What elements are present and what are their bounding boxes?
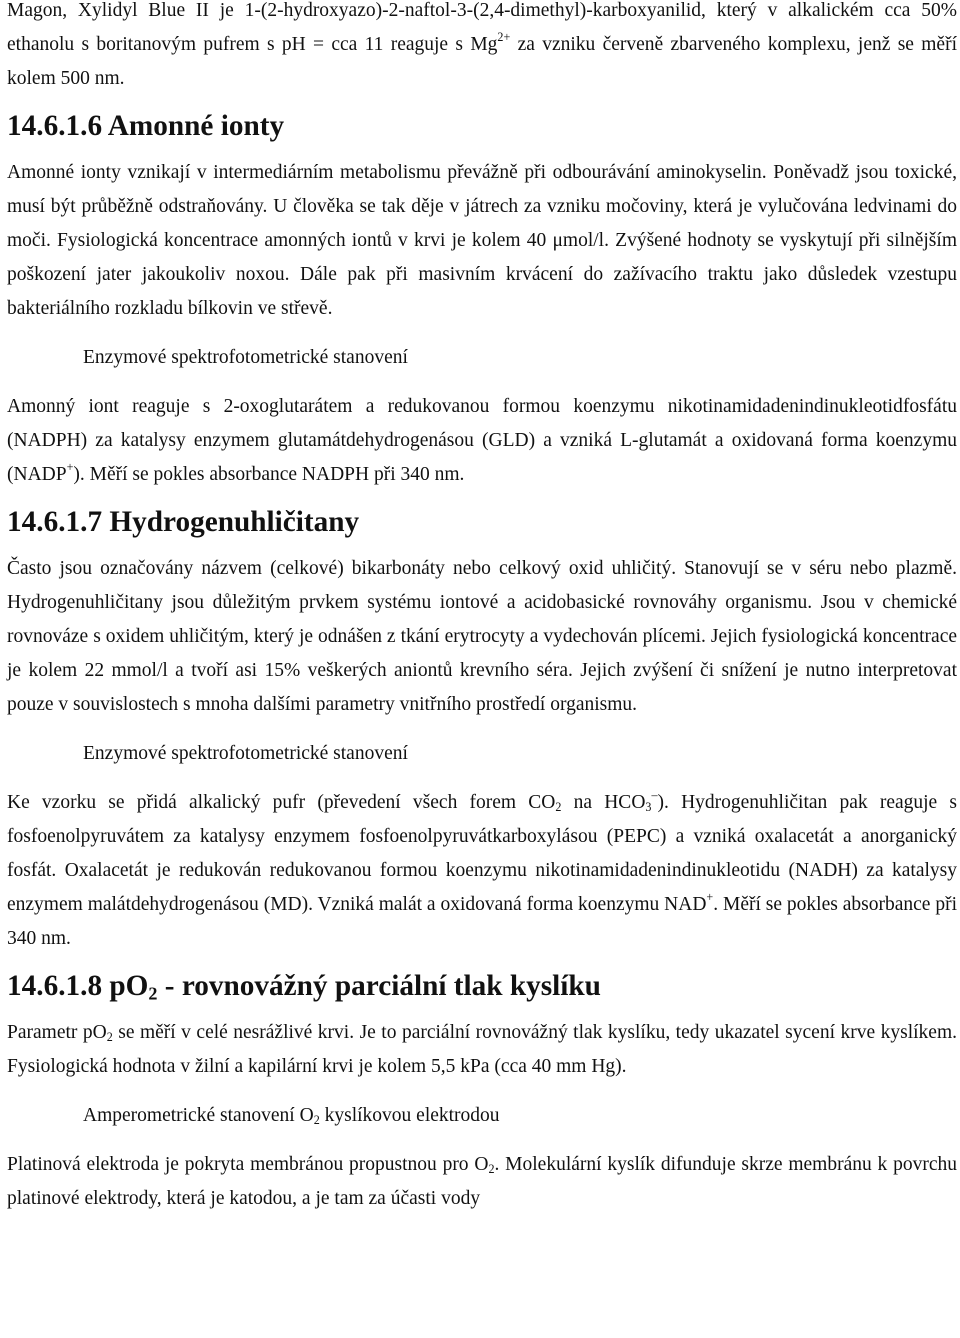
po2-heading-subscript: 2 <box>148 983 158 1004</box>
heading-amonne-ionty: 14.6.1.6 Amonné ionty <box>7 110 285 142</box>
po2-heading-a: 14.6.1.8 pO <box>7 970 149 1002</box>
co2-subscript: 2 <box>555 800 562 815</box>
magon-superscript: 2+ <box>497 29 511 44</box>
paragraph-magon <box>7 0 957 96</box>
po2-heading-b: - rovnovážný parciální tlak kyslíku <box>157 970 601 1002</box>
magon-text-a: Magon, Xylidyl Blue II je 1-(2-hydroxyazo)-2-naftol-3-(2,4-dimethyl)-karboxyanilid, který v alkalickém cca 50% ethanolu s boritanovým pufrem s pH = cca 11 reaguje s Mg <box>7 0 957 55</box>
subheading-enzym-1: Enzymové spektrofotometrické stanovení <box>83 347 408 368</box>
enzym2-text-b: na HCO <box>561 792 646 813</box>
ampero-sub-subscript: 2 <box>313 1113 320 1128</box>
paragraph-enzym-1 <box>7 390 957 492</box>
paragraph-amonne <box>7 156 957 326</box>
nad-charge: + <box>706 889 714 904</box>
paragraph-po2 <box>7 1016 957 1084</box>
subheading-amperometric <box>7 1099 957 1133</box>
paragraph-hydrogenuhlicitany: Často jsou označovány názvem (celkové) bikarbonáty nebo celkový oxid uhličitý. Stanovují se v séru nebo plazmě. Hydrogenuhličitany jsou důležitým prvkem systému iontové a acidobasické rovnováhy organismu. Jsou v chemické rovnováze s oxidem uhličitým, který je odnášen z tkání erytrocyty a vydechován plícemi. Jejich fysiologická koncentrace je kolem 22 mmol/l a tvoří asi 15% veškerých aniontů krevního séra. Jejich zvýšení či snížení je nutno interpretovat pouze v souvislostech s mnoha dalšími parametry vnitřního prostředí organismu. <box>7 558 957 715</box>
enzym2-text-a: Ke vzorku se přidá alkalický pufr (převedení všech forem CO <box>7 792 556 813</box>
micro-symbol: μ <box>552 230 563 251</box>
ampero-text-a: Platinová elektroda je pokryta membránou propustnou pro O <box>7 1154 489 1175</box>
hco3-charge: – <box>651 787 658 802</box>
enzym1-superscript: + <box>66 459 74 474</box>
ampero-sub-a: Amperometrické stanovení O <box>83 1105 314 1126</box>
amonne-text-a: Amonné ionty vznikají v intermediárním metabolismu převážně při odbourávání aminokyselin. Poněvadž jsou toxické, musí být průběžně odstraňovány. U člověka se tak děje v játrech za vzniku močoviny, která je vylučována ledvinami do moči. Fysiologická koncentrace amonných iontů v krvi je kolem 40 <box>7 162 957 251</box>
enzym2-text-c: ). Hydrogenuhličitan pak reaguje s fosfoenolpyruvátem za katalysy enzymem fosfoenolpyruvátkarboxylásou (PEPC) a vzniká oxalacetát a anorganický fosfát. Oxalacetát je redukován redukovanou formou koenzymu nikotinamidadenindinukleotidu (NADH) za katalysy enzymem malátdehydrogenásou (MD). Vzniká malát a oxidovaná forma koenzymu NAD <box>7 792 958 915</box>
po2-subscript: 2 <box>106 1030 113 1045</box>
amonne-text-b: mol/l. Zvýšené hodnoty se vyskytují při silnějším poškození jater jakoukoliv noxou. Dále pak při masivním krvácení do zažívacího traktu jako důsledek vzestupu bakteriálního rozkladu bílkovin ve střevě. <box>7 230 957 319</box>
po2-text-a: Parametr pO <box>7 1022 107 1043</box>
paragraph-amperometric <box>7 1148 957 1216</box>
ampero-sub-b: kyslíkovou elektrodou <box>319 1105 500 1126</box>
ampero-o2-subscript: 2 <box>488 1162 495 1177</box>
magon-text-b: za vzniku červeně zbarveného komplexu, jenž se měří kolem 500 nm. <box>7 34 957 89</box>
heading-hydrogenuhlicitany: 14.6.1.7 Hydrogenuhličitany <box>7 506 360 538</box>
heading-po2 <box>7 969 957 1003</box>
document-page <box>7 0 957 1216</box>
paragraph-enzym-2 <box>7 786 957 956</box>
enzym2-text-d: . Měří se pokles absorbance při 340 nm. <box>7 894 957 949</box>
hco3-subscript: 3 <box>645 800 652 815</box>
subheading-enzym-2: Enzymové spektrofotometrické stanovení <box>83 743 408 764</box>
enzym1-text-b: ). Měří se pokles absorbance NADPH při 340 nm. <box>73 464 465 485</box>
ampero-text-b: . Molekulární kyslík difunduje skrze membránu k povrchu platinové elektrody, která je katodou, a je tam za účasti vody <box>7 1154 957 1209</box>
po2-text-b: se měří v celé nesrážlivé krvi. Je to parciální rovnovážný tlak kyslíku, tedy ukazatel sycení krve kyslíkem. Fysiologická hodnota v žilní a kapilární krvi je kolem 5,5 kPa (cca 40 mm Hg). <box>7 1022 957 1077</box>
enzym1-text-a: Amonný iont reaguje s 2-oxoglutarátem a redukovanou formou koenzymu nikotinamidadenindinukleotidfosfátu (NADPH) za katalysy enzymem glutamátdehydrogenásou (GLD) a vzniká L-glutamát a oxidovaná forma koenzymu (NADP <box>7 396 957 485</box>
